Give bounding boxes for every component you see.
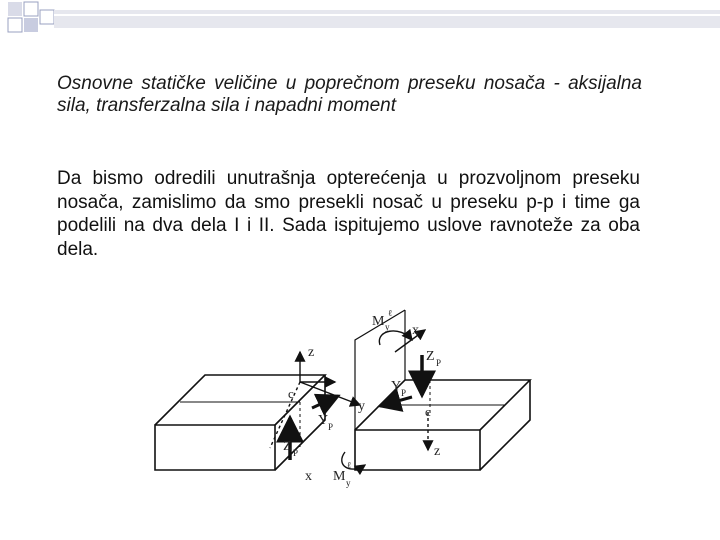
label-left-My: M [333,469,346,484]
label-right-Yp: Y [391,379,402,394]
label-right-c: c [425,404,431,419]
decorative-squares [0,0,720,40]
label-left-x: x [305,469,312,484]
label-right-My-sub: y [385,322,390,332]
slide-body-text: Da bismo odredili unutrašnja opterećenja u prozvoljnom preseku nosača, zamislimo da smo presekli nosač u preseku p-p i time ga podelili na dva dela I i II. Sada ispitujemo uslove ravnoteže za oba dela. [57,168,640,260]
label-left-My-sup: ℓ [347,460,352,470]
label-left-Yp: Y [318,413,329,428]
label-left-c: c [288,386,294,401]
label-left-z: z [308,345,315,360]
label-right-My-sup: ℓ [388,308,393,318]
slide-title: Osnovne statičke veličine u poprečnom preseku nosača - aksijalna sila, transferzalna sila i napadni moment [57,73,642,116]
label-right-z: z [434,444,441,459]
label-right-Yp-sub: P [401,388,407,398]
label-right-Zp-sub: P [436,358,442,368]
label-left-My-sub: y [346,478,351,488]
label-right-x: x [412,323,419,338]
label-right-Zp: Z [426,349,435,364]
label-left-y: y [358,399,365,414]
label-left-Zp: Z [283,439,292,454]
label-right-My: M [372,314,385,329]
beam-cross-section-figure [150,300,570,495]
label-left-Yp-sub: P [328,422,334,432]
label-left-Zp-sub: P [293,448,299,458]
